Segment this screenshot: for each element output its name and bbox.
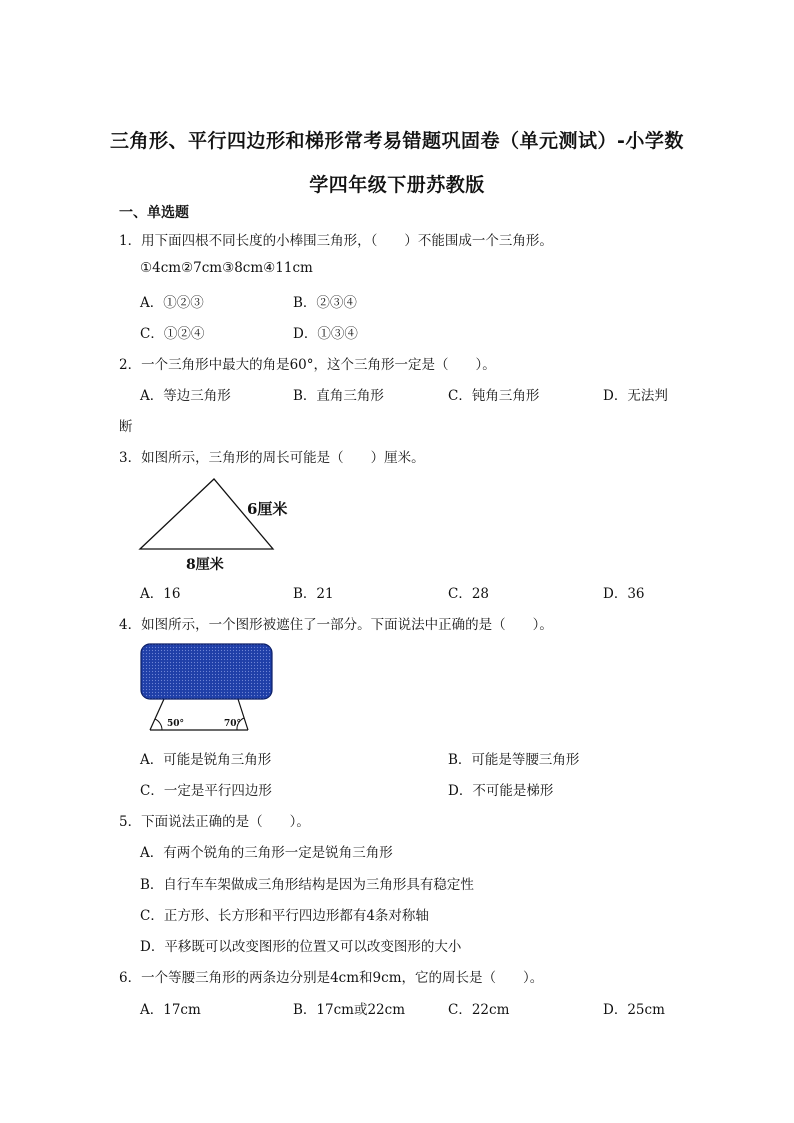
q2-option-c: C．钝角三角形 xyxy=(448,388,540,404)
q3-option-a: A．16 xyxy=(140,586,181,602)
question-1-lengths: ①4cm②7cm③8cm④11cm xyxy=(140,260,313,276)
q3-option-d: D．36 xyxy=(603,586,645,602)
q4-option-d: D．不可能是梯形 xyxy=(448,783,554,799)
question-6-stem: 6．一个等腰三角形的两条边分别是4cm和9cm，它的周长是（ ）。 xyxy=(119,970,544,986)
angle-50-label: 50° xyxy=(167,719,185,729)
q1-option-a: A．①②③ xyxy=(140,295,204,311)
q3-option-b: B．21 xyxy=(293,586,334,602)
q2-option-b: B．直角三角形 xyxy=(293,388,384,404)
question-1-stem: 1．用下面四根不同长度的小棒围三角形，（ ）不能围成一个三角形。 xyxy=(119,233,553,249)
q1-option-b: B．②③④ xyxy=(293,295,357,311)
q5-option-b: B．自行车车架做成三角形结构是因为三角形具有稳定性 xyxy=(140,877,474,893)
question-2-stem: 2．一个三角形中最大的角是60°，这个三角形一定是（ ）。 xyxy=(119,357,496,373)
q6-option-b: B．17cm或22cm xyxy=(293,1002,406,1018)
triangle-figure xyxy=(130,470,310,575)
q1-option-d: D．①③④ xyxy=(293,326,358,342)
left-leg xyxy=(150,699,164,730)
question-4-stem: 4．如图所示，一个图形被遮住了一部分。下面说法中正确的是（ ）。 xyxy=(119,617,553,633)
triangle-side-label: 6厘米 xyxy=(247,500,288,518)
q6-option-d: D．25cm xyxy=(603,1002,665,1018)
q4-option-c: C．一定是平行四边形 xyxy=(140,783,272,799)
question-5-stem: 5．下面说法正确的是（ ）。 xyxy=(119,814,310,830)
q2-option-d-wrap: 断 xyxy=(119,419,133,435)
q3-option-c: C．28 xyxy=(448,586,490,602)
q4-option-a: A．可能是锐角三角形 xyxy=(140,752,272,768)
q5-option-c: C．正方形、长方形和平行四边形都有4条对称轴 xyxy=(140,908,429,924)
q6-option-a: A．17cm xyxy=(140,1002,201,1018)
q6-option-c: C．22cm xyxy=(448,1002,510,1018)
q2-option-d: D．无法判 xyxy=(603,388,668,404)
section-title: 一、单选题 xyxy=(119,205,189,221)
q1-option-c: C．①②④ xyxy=(140,326,205,342)
title-line-1: 三角形、平行四边形和梯形常考易错题巩固卷（单元测试）-小学数 xyxy=(110,130,684,152)
q4-option-b: B．可能是等腰三角形 xyxy=(448,752,580,768)
angle-70-label: 70° xyxy=(224,719,242,729)
q2-option-a: A．等边三角形 xyxy=(140,388,231,404)
question-3-stem: 3．如图所示，三角形的周长可能是（ ）厘米。 xyxy=(119,450,425,466)
left-angle-arc xyxy=(155,719,162,730)
triangle-base-label: 8厘米 xyxy=(186,557,224,573)
q5-option-a: A．有两个锐角的三角形一定是锐角三角形 xyxy=(140,845,393,861)
q5-option-d: D．平移既可以改变图形的位置又可以改变图形的大小 xyxy=(140,939,462,955)
covered-shape-figure xyxy=(136,640,278,734)
covering-rectangle xyxy=(141,644,272,699)
title-line-2: 学四年级下册苏教版 xyxy=(309,174,485,196)
